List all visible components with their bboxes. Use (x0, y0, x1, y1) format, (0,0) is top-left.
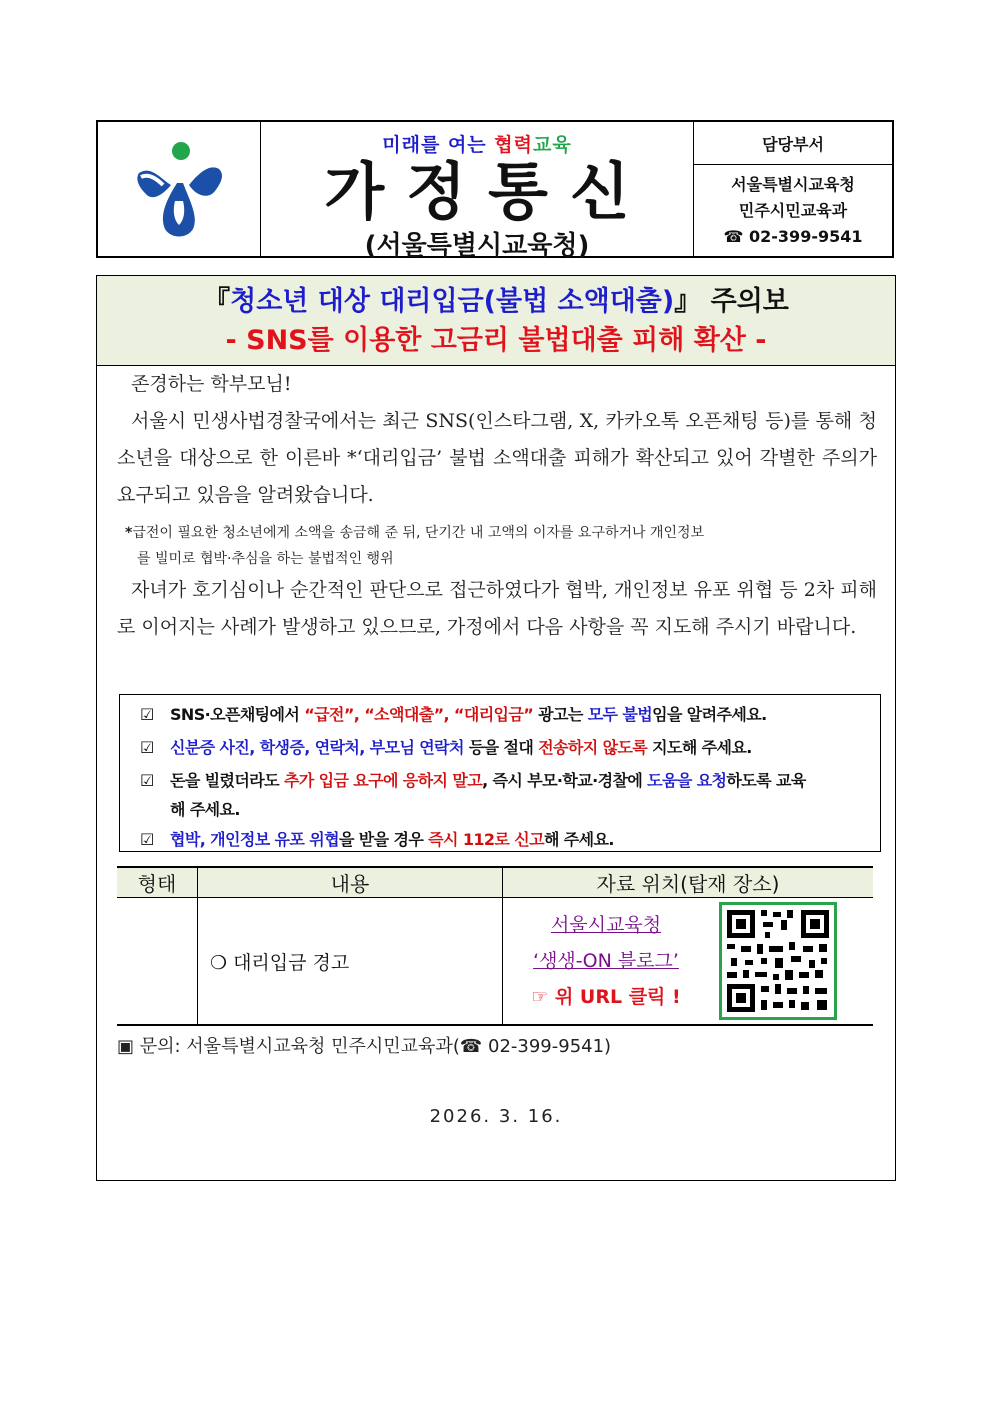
item4-emphasis: 협박, 개인정보 유포 위협 (170, 830, 339, 849)
item1-emphasis: 모두 불법 (587, 705, 653, 724)
checklist-item (140, 731, 872, 764)
seoul-education-logo-icon (131, 139, 227, 239)
footnote-line-2: 를 빌미로 협박·추심을 하는 불법적인 행위 (137, 551, 394, 567)
checklist-item (140, 823, 872, 856)
blog-link-org[interactable]: 서울시교육청 (550, 914, 662, 936)
department-info (694, 165, 892, 256)
item1-text: 임을 알려주세요. (652, 705, 767, 724)
item2-emphasis: 전송하지 않도록 (538, 738, 648, 757)
notice-headline (97, 282, 895, 322)
checkbox-icon: ☑ (140, 738, 154, 757)
checkbox-icon: ☑ (140, 705, 154, 724)
item1-keywords: “급전”, “소액대출”, “대리입금” (304, 705, 534, 724)
item3-text: , 즉시 부모·학교·경찰에 (482, 771, 648, 790)
qr-code[interactable] (719, 902, 837, 1020)
item2-emphasis: 신분증 사진, 학생증, 연락처, 부모님 연락처 (170, 738, 464, 757)
slogan: 미래를 여는 협력교육 (382, 134, 572, 156)
checklist-item (140, 698, 872, 731)
column-header-type: 형태 (117, 867, 198, 898)
phone-icon: ☎ (723, 226, 744, 246)
notice-box (96, 275, 896, 1181)
footnote-line-1: 급전이 필요한 청소년에게 소액을 송금해 준 뒤, 단기간 내 고액의 이자를 요구하거나 개인정보 (132, 525, 705, 541)
type-cell (117, 898, 198, 1026)
headline-topic: 청소년 대상 대리입금(불법 소액대출) (230, 286, 675, 317)
item4-emphasis: 즉시 112로 신고 (428, 830, 544, 849)
page-title: 가정통신 (324, 155, 652, 228)
office-logo (98, 122, 261, 256)
resource-table (117, 866, 873, 1026)
item4-text: 을 받을 경우 (338, 830, 429, 849)
item3-continuation: 해 주세요. (170, 800, 240, 819)
item3-emphasis: 도움을 요청 (647, 771, 727, 790)
headline-open-bracket: 『 (203, 286, 231, 317)
headline-warning: 』 주의보 (674, 286, 789, 317)
department-phone (724, 224, 863, 250)
footnote (117, 520, 877, 572)
checkbox-icon: ☑ (140, 830, 154, 849)
inquiry-contact: ▣ 문의: 서울특별시교육청 민주시민교육과(☎ 02-399-9541) (117, 1036, 612, 1057)
qr-code-icon (725, 908, 831, 1014)
click-instruction: ☞ 위 URL 클릭 ! (531, 986, 681, 1008)
checklist-item (140, 764, 872, 823)
blog-link-name[interactable]: ‘생생-ON 블로그’ (533, 950, 679, 972)
paragraph-2: 자녀가 호기심이나 순간적인 판단으로 접근하였다가 협박, 개인정보 유포 위협 등 2차 피해로 이어지는 사례가 발생하고 있으므로, 가정에서 다음 사항을 꼭 지도해 주시기 바랍니다. (117, 579, 877, 638)
notice-subheadline: - SNS를 이용한 고금리 불법대출 피해 확산 - (225, 325, 767, 356)
newsletter-title-block (261, 122, 694, 261)
table-header-row (117, 867, 873, 898)
item4-text: 해 주세요. (543, 830, 614, 849)
header-box (96, 120, 894, 261)
item3-emphasis: 추가 입금 요구에 응하지 말고 (283, 771, 483, 790)
office-name: (서울특별시교육청) (364, 231, 590, 261)
notice-body (117, 366, 877, 646)
checklist-box (119, 694, 881, 852)
item3-text: 하도록 교육 (726, 771, 806, 790)
item2-text: 등을 절대 (463, 738, 539, 757)
paragraph-1: 서울시 민생사법경찰국에서는 최근 SNS(인스타그램, X, 카카오톡 오픈채팅 등)를 통해 청소년을 대상으로 한 이른바 *‘대리입금’ 불법 소액대출 피해가 확산되고 있어 각별한 주의가 요구되고 있음을 알려왔습니다. (117, 410, 877, 506)
column-header-content: 내용 (198, 867, 503, 898)
footnote-mark: * (125, 525, 133, 541)
item3-text: 돈을 빌렸더라도 (170, 771, 284, 790)
greeting: 존경하는 학부모님! (131, 373, 292, 395)
content-cell: ❍ 대리입금 경고 (198, 898, 503, 1026)
column-header-location: 자료 위치(탑재 장소) (503, 867, 874, 898)
department-division: 민주시민교육과 (738, 200, 848, 220)
location-cell (503, 898, 874, 1026)
phone-number: 02-399-9541 (749, 226, 863, 246)
issue-date: 2026. 3. 16. (429, 1106, 563, 1127)
department-org: 서울특별시교육청 (731, 174, 855, 194)
department-block (694, 122, 892, 256)
notice-header (97, 276, 895, 366)
table-row (117, 898, 873, 1026)
item1-text: SNS·오픈채팅에서 (170, 705, 305, 724)
item2-text: 지도해 주세요. (647, 738, 752, 757)
department-label: 담당부서 (694, 122, 892, 165)
checkbox-icon: ☑ (140, 771, 154, 790)
item1-text: 광고는 (533, 705, 588, 724)
